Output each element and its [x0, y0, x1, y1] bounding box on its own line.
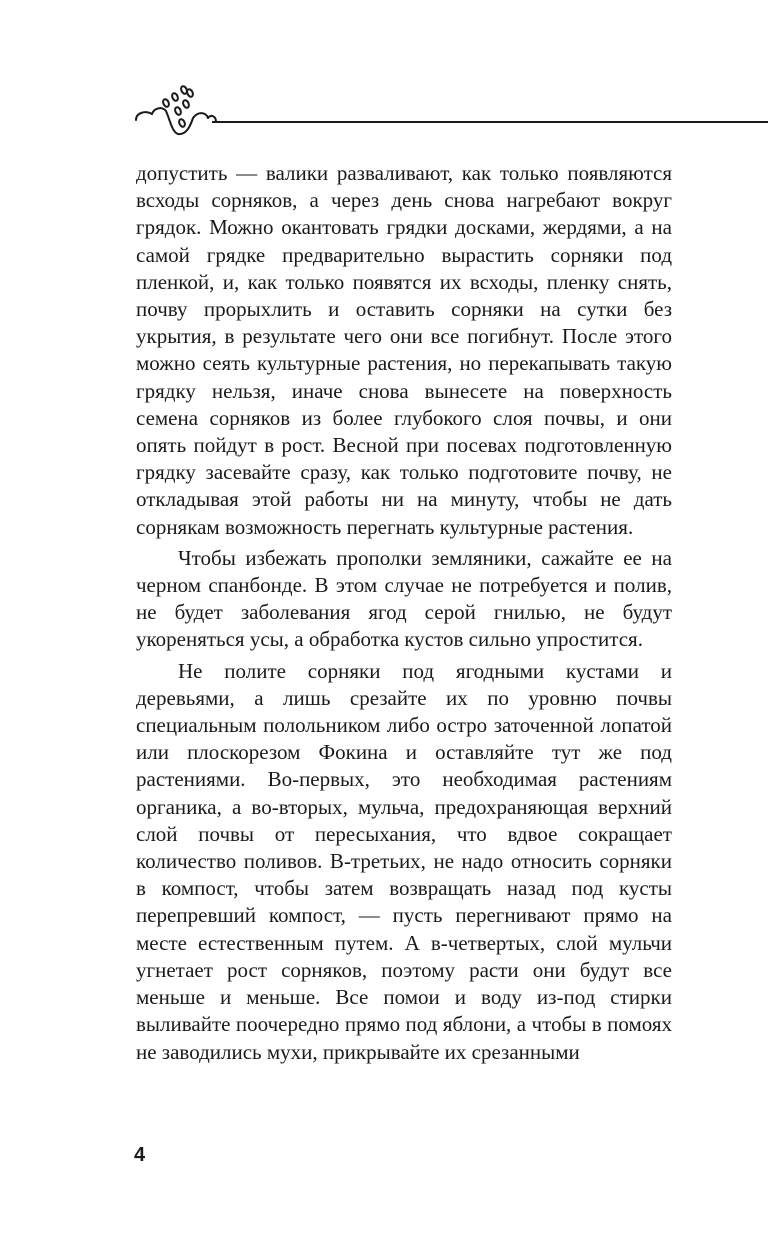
body-text	[136, 160, 672, 1066]
page-number: 4	[134, 1144, 146, 1166]
seedling-cloud-icon	[0, 80, 768, 150]
paragraph-3: Не полите сорняки под ягодными кустами и деревьями, а лишь срезайте их по уровню почвы специальным полольником либо остро заточенной лопатой или плоскорезом Фокина и оставляйте тут же под растениями. Во-первых, это необходимая растениям органика, а во-вторых, мульча, предохраняющая верхний слой почвы от пересыхания, что вдвое сокращает количество поливов. В-третьих, не надо относить сорняки в компост, чтобы затем возвращать назад под кусты перепревший компост, — пусть перегнивают прямо на месте естественным путем. А в-четвертых, слой мульчи угнетает рост сорняков, поэтому расти они будут все меньше и меньше. Все помои и воду из-под стирки выливайте поочередно прямо под яблони, а чтобы в помоях не заводились мухи, прикрывайте их срезанными	[136, 658, 672, 1064]
paragraph-2: Чтобы избежать прополки земляники, сажайте ее на черном спанбонде. В этом случае не потребуется и полив, не будет заболевания ягод серой гнилью, не будут укореняться усы, а обработка кустов сильно упростится.	[136, 545, 672, 652]
page-header	[0, 80, 768, 150]
paragraph-1: допустить — валики разваливают, как только появляются всходы сорняков, а через день снова нагребают вокруг грядок. Можно окантовать грядки досками, жердями, а на самой грядке предварительно вырастить сорняки под пленкой, и, как только появятся их всходы, пленку снять, почву прорыхлить и оставить сорняки на сутки без укрытия, в результате чего они все погибнут. После этого можно сеять культурные растения, но перекапывать такую грядку нельзя, иначе снова вынесете на поверхность семена сорняков из более глубокого слоя почвы, и они опять пойдут в рост. Весной при посевах подготовленную грядку засевайте сразу, как только подготовите почву, не откладывая этой работы ни на минуту, чтобы не дать сорнякам возможность перегнать культурные растения.	[136, 161, 672, 539]
